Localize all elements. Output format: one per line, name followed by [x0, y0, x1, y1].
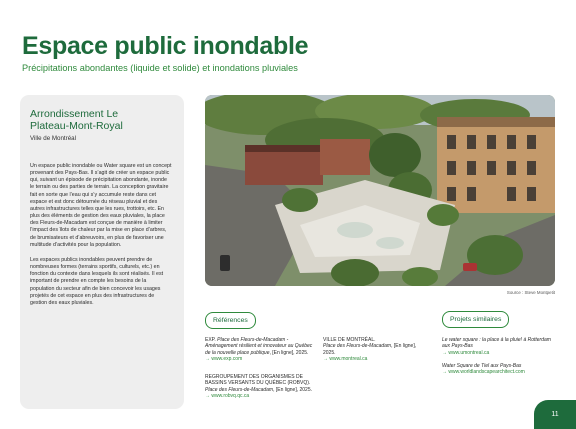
reference-title: Place des Fleurs-de-Macadam: [323, 343, 392, 350]
similar-project-item: [442, 363, 560, 376]
page-subtitle: Précipitations abondantes (liquide et solide) et inondations pluviales: [22, 63, 298, 73]
reference-item: [205, 337, 317, 362]
similar-project-link[interactable]: → www.umontreal.ca: [442, 349, 490, 356]
reference-author: VILLE DE MONTRÉAL.: [323, 337, 376, 343]
reference-author: REGROUPEMENT DES ORGANISMES DE BASSINS VERSANTS DU QUÉBEC (ROBVQ).: [205, 374, 311, 387]
reference-link[interactable]: → www.robvq.qc.ca: [205, 392, 250, 399]
page-number: 11: [534, 400, 576, 429]
reference-details: , [En ligne], 2025.: [323, 343, 417, 356]
reference-title: Place des Fleurs-de-Macadam - Aménagement résilient et innovateur au Québec de la nouvelle place publique: [205, 337, 313, 356]
reference-link[interactable]: → www.montreal.ca: [323, 355, 368, 362]
reference-title: Place des Fleurs-de-Macadam: [205, 386, 274, 393]
aerial-photo: [205, 95, 555, 286]
page-title: Espace public inondable: [22, 32, 309, 60]
project-info-card: [20, 95, 184, 409]
reference-author: EXP.: [205, 337, 216, 343]
borough-line-2: Plateau-Mont-Royal: [30, 120, 123, 132]
reference-item: [323, 337, 423, 362]
references-tag: Références: [205, 312, 256, 329]
similar-project-title: Le water square : la place à la pluie! à Rotterdam aux Pays-Bas: [442, 337, 551, 350]
aerial-photo-illustration: [205, 95, 555, 286]
reference-details: , [En ligne], 2025.: [269, 349, 309, 356]
reference-link[interactable]: → www.exp.com: [205, 355, 243, 362]
borough-heading: [30, 108, 172, 132]
photo-credit: Source : Steve Montpetit: [506, 290, 555, 295]
similar-projects-tag: Projets similaires: [442, 311, 509, 328]
reference-item: [205, 374, 325, 399]
similar-project-item: [442, 337, 560, 356]
description-paragraph-1: Un espace public inondable ou Water square est un concept provenant des Pays-Bas. Il s’agit de créer un espace public qui, suivant un épisode de précipitation abondante, inonde le terrain ou des parties de terrain. La conception gravitaire fait en sorte que l’eau qui s’y accumule reste dans cet espace et est donc détournée du réseau pluvial et des autres infrastructures telles que les rues, trottoirs, etc. En plus des éléments de gestion des eaux pluviales, la place des Fleurs-de-Macadam est conçue de manière à limiter l’impact des îlots de chaleur par la mise en place d’arbres, de brumisateurs et d’abreuvoirs, en plus de favoriser une multitude d’activités pour la population.: [30, 163, 172, 248]
similar-project-title: Water Square de Tiel aux Pays-Bas: [442, 363, 522, 369]
similar-project-link[interactable]: → www.worldlandscapearchitect.com: [442, 369, 525, 376]
description-paragraph-2: Les espaces publics inondables peuvent prendre de nombreuses formes (terrains sportifs, culturels, etc.) en fonction du contexte dans lesquels ils sont réalisés. Il est important de prendre en compte les besoins de la population du secteur afin de bien concevoir les usages projetés de cet espace en plus des infrastructures de gestion des eaux pluviales.: [30, 256, 164, 306]
reference-details: , [En ligne], 2025.: [273, 386, 313, 393]
city-name: Ville de Montréal: [30, 135, 76, 142]
borough-line-1: Arrondissement Le: [30, 108, 119, 120]
